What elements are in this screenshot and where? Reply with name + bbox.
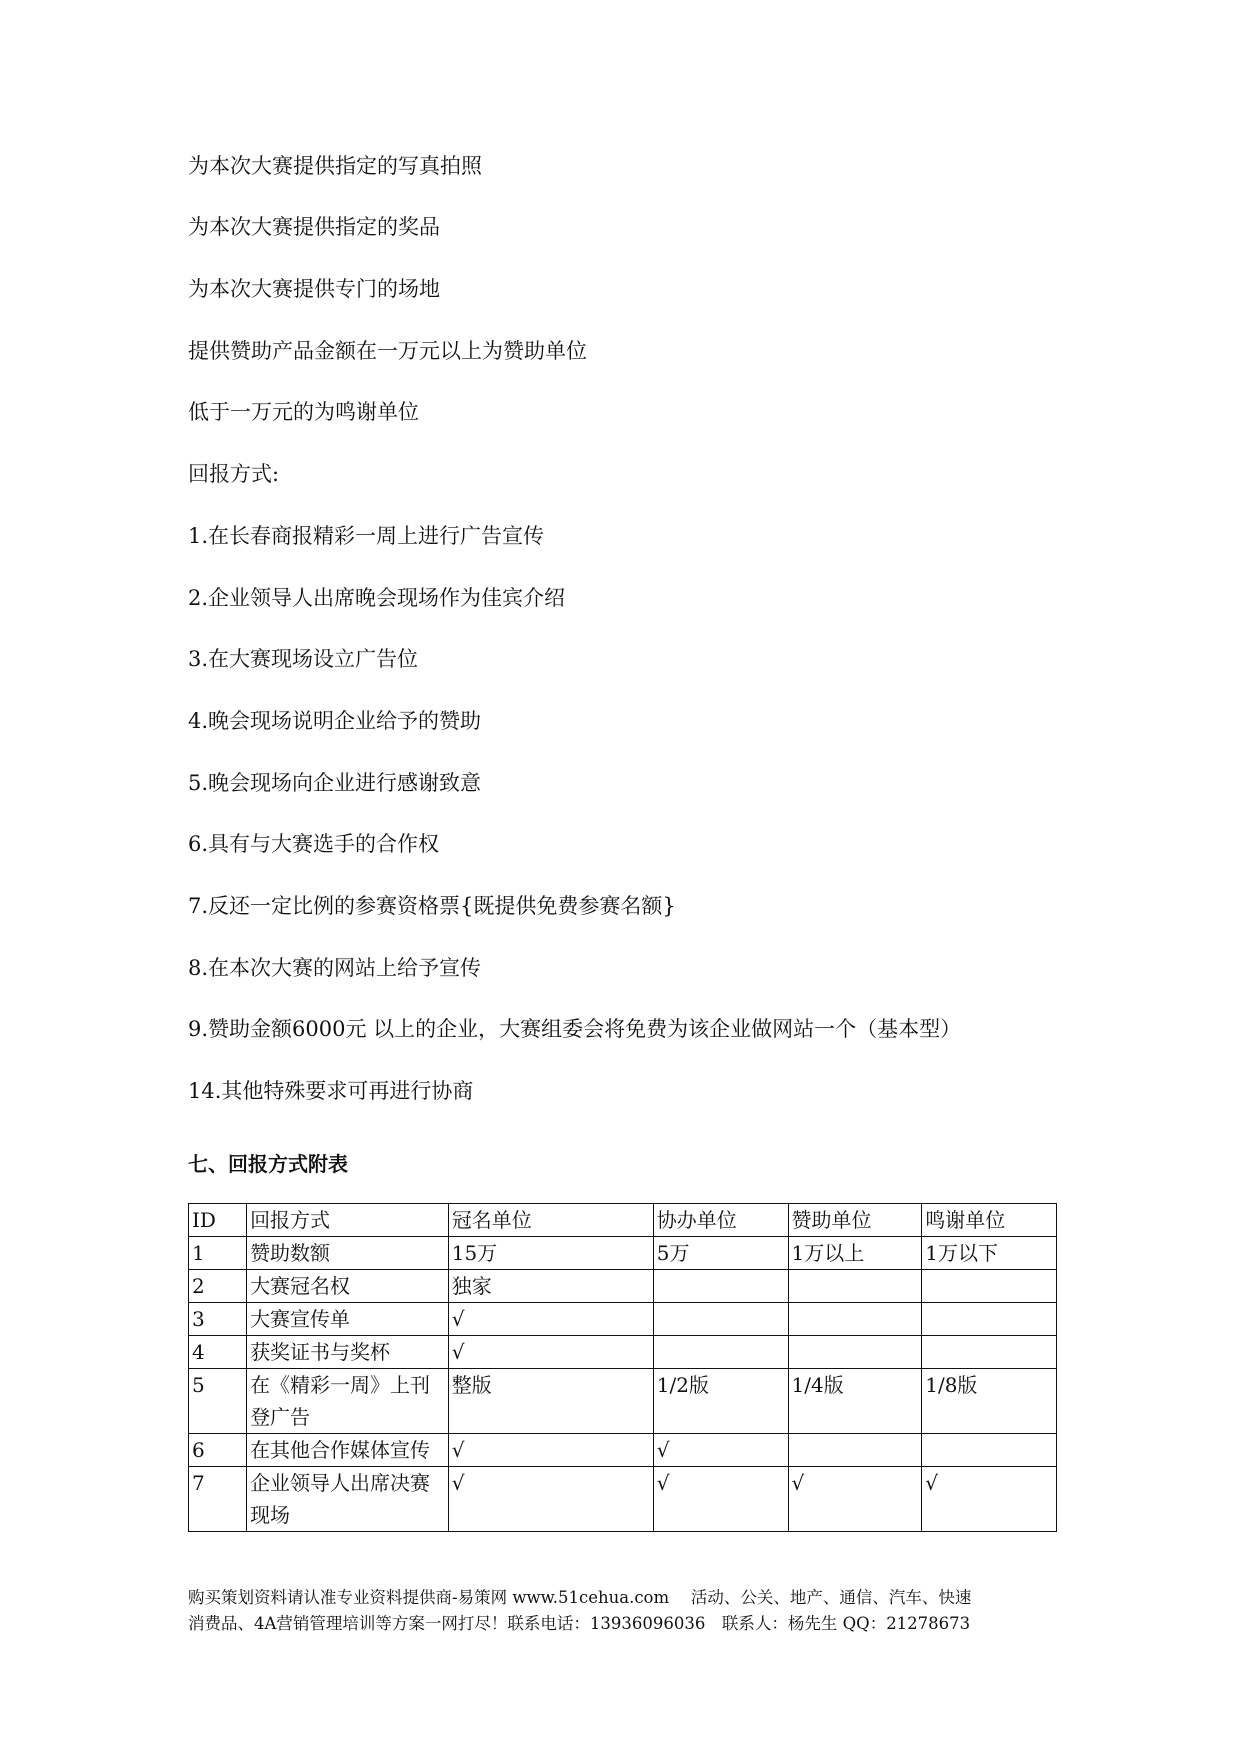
paragraph: 低于一万元的为鸣谢单位	[188, 400, 419, 424]
table-header-cell: 赞助单位	[788, 1204, 922, 1237]
table-cell: 大赛冠名权	[247, 1270, 449, 1303]
table-header-cell: ID	[189, 1204, 247, 1237]
table-cell	[788, 1434, 922, 1467]
table-row	[189, 1303, 1057, 1336]
table-cell: 4	[189, 1336, 247, 1369]
table-header-cell: 鸣谢单位	[922, 1204, 1057, 1237]
paragraph: 1.在长春商报精彩一周上进行广告宣传	[188, 524, 545, 548]
paragraph: 4.晚会现场说明企业给予的赞助	[188, 709, 482, 733]
table-cell	[653, 1303, 788, 1336]
footer-line: 购买策划资料请认准专业资料提供商-易策网 www.51cehua.com 活动、公关、地产、通信、汽车、快速	[188, 1588, 972, 1607]
table-cell: 1万以上	[788, 1237, 922, 1270]
table-cell: √	[922, 1467, 1057, 1532]
table-row	[189, 1237, 1057, 1270]
table-cell: 15万	[448, 1237, 653, 1270]
paragraph: 提供赞助产品金额在一万元以上为赞助单位	[188, 339, 587, 363]
table-cell: 1万以下	[922, 1237, 1057, 1270]
paragraph: 3.在大赛现场设立广告位	[188, 647, 419, 671]
table-header-cell: 回报方式	[247, 1204, 449, 1237]
table-cell: √	[653, 1434, 788, 1467]
paragraph: 为本次大赛提供指定的写真拍照	[188, 154, 482, 178]
footer-line: 消费品、4A营销管理培训等方案一网打尽！联系电话：13936096036 联系人：杨先生 QQ：21278673	[188, 1614, 971, 1633]
paragraph: 9.赞助金额6000元 以上的企业，大赛组委会将免费为该企业做网站一个（基本型）	[188, 1017, 962, 1041]
table-cell: 1/8版	[922, 1369, 1057, 1434]
table-cell: 独家	[448, 1270, 653, 1303]
table-cell: √	[788, 1467, 922, 1532]
table-cell: 在《精彩一周》上刊登广告	[247, 1369, 449, 1434]
table-row	[189, 1434, 1057, 1467]
paragraph: 6.具有与大赛选手的合作权	[188, 832, 440, 856]
paragraph: 5.晚会现场向企业进行感谢致意	[188, 771, 482, 795]
table-cell: 获奖证书与奖杯	[247, 1336, 449, 1369]
table-row	[189, 1336, 1057, 1369]
table-cell	[788, 1303, 922, 1336]
table-cell	[922, 1434, 1057, 1467]
table-cell: 整版	[448, 1369, 653, 1434]
table-cell	[922, 1336, 1057, 1369]
table-cell	[653, 1336, 788, 1369]
reward-table	[188, 1203, 1057, 1532]
table-cell	[653, 1270, 788, 1303]
table-cell	[788, 1336, 922, 1369]
table-row	[189, 1270, 1057, 1303]
paragraph: 回报方式:	[188, 462, 280, 486]
table-cell: 7	[189, 1467, 247, 1532]
table-cell: 3	[189, 1303, 247, 1336]
table-cell: 赞助数额	[247, 1237, 449, 1270]
paragraph: 7.反还一定比例的参赛资格票{既提供免费参赛名额}	[188, 894, 676, 918]
table-cell	[922, 1303, 1057, 1336]
table-cell: 1/4版	[788, 1369, 922, 1434]
table-cell: 5	[189, 1369, 247, 1434]
table-cell: 1	[189, 1237, 247, 1270]
table-cell: √	[448, 1434, 653, 1467]
section-heading: 七、回报方式附表	[188, 1152, 348, 1176]
table-row	[189, 1369, 1057, 1434]
table-cell: 企业领导人出席决赛现场	[247, 1467, 449, 1532]
paragraph: 2.企业领导人出席晚会现场作为佳宾介绍	[188, 586, 566, 610]
table-cell	[922, 1270, 1057, 1303]
table-cell: 在其他合作媒体宣传	[247, 1434, 449, 1467]
table-cell: √	[448, 1336, 653, 1369]
table-cell: √	[653, 1467, 788, 1532]
table-header-cell: 协办单位	[653, 1204, 788, 1237]
page-footer	[188, 1585, 971, 1637]
table-cell: √	[448, 1467, 653, 1532]
table-cell: 6	[189, 1434, 247, 1467]
table-cell	[788, 1270, 922, 1303]
table-header-cell: 冠名单位	[448, 1204, 653, 1237]
paragraph: 8.在本次大赛的网站上给予宣传	[188, 956, 482, 980]
table-cell: 2	[189, 1270, 247, 1303]
paragraph: 为本次大赛提供指定的奖品	[188, 215, 440, 239]
table-row	[189, 1467, 1057, 1532]
table-cell: √	[448, 1303, 653, 1336]
paragraph: 为本次大赛提供专门的场地	[188, 277, 440, 301]
table-cell: 1/2版	[653, 1369, 788, 1434]
table-cell: 大赛宣传单	[247, 1303, 449, 1336]
paragraph: 14.其他特殊要求可再进行协商	[188, 1079, 474, 1103]
table-cell: 5万	[653, 1237, 788, 1270]
table-header-row	[189, 1204, 1057, 1237]
